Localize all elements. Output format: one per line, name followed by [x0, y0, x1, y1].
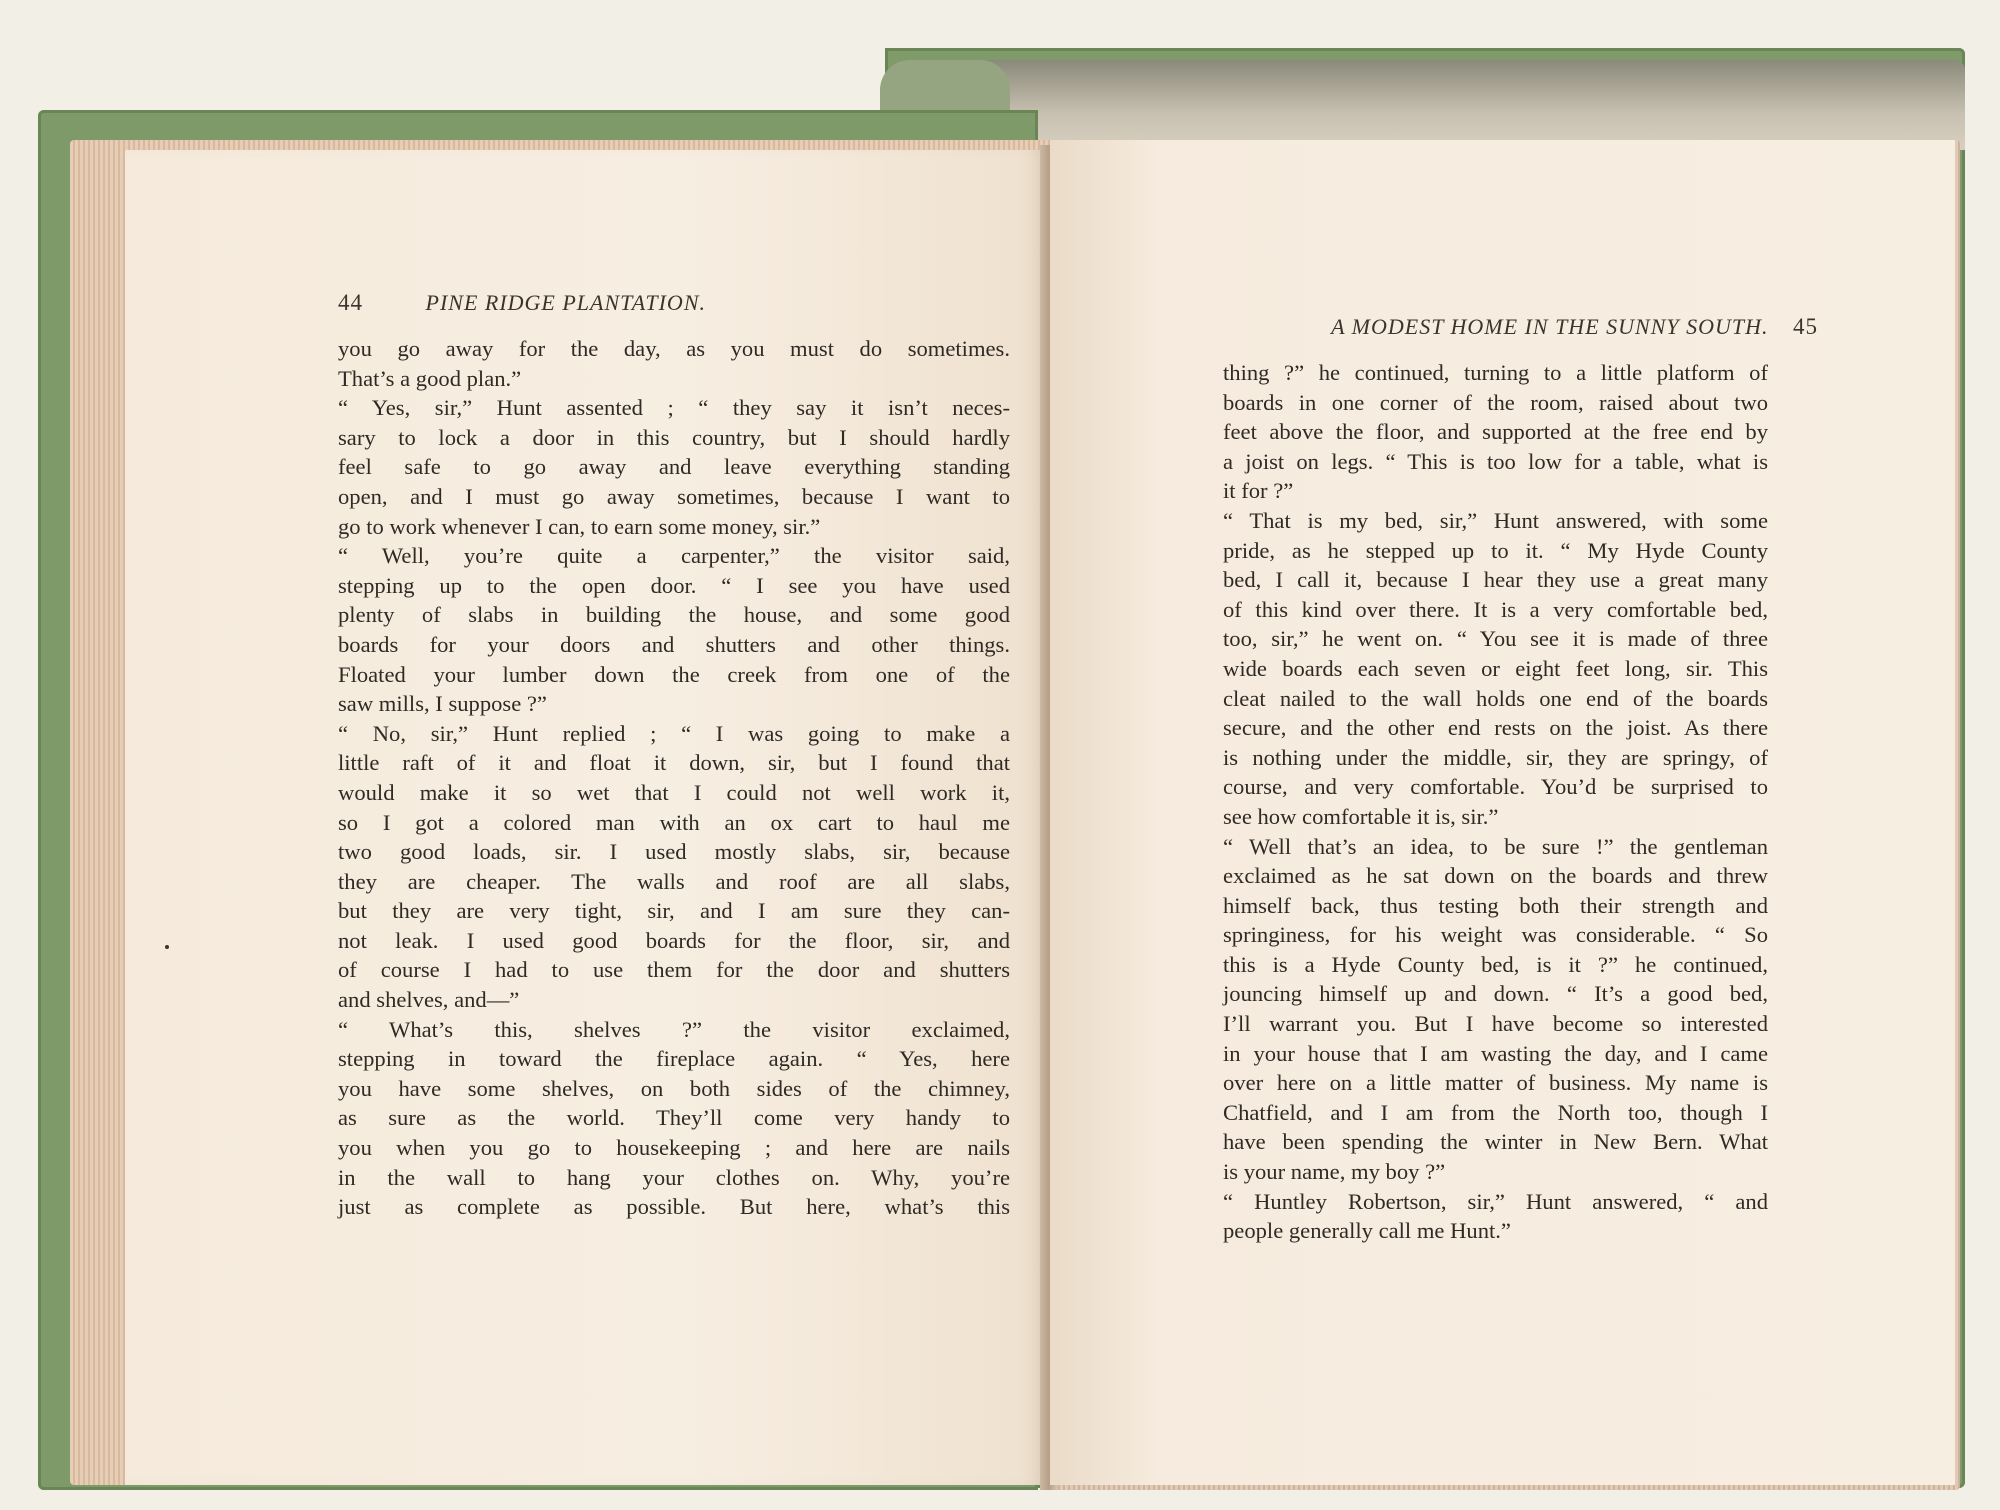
text-line: saw mills, I suppose ?” — [338, 691, 547, 717]
text-line: see how comfortable it is, sir.” — [1223, 803, 1499, 829]
text-line: That’s a good plan.” — [338, 365, 522, 391]
text-line: boards in one corner of the room, raised about two — [1223, 389, 1768, 415]
text-line: would make it so wet that I could not well work it, — [338, 779, 1010, 805]
text-line: over here on a little matter of business. My name is — [1223, 1070, 1768, 1096]
text-line: you go away for the day, as you must do sometimes. — [338, 336, 1010, 361]
text-line: two good loads, sir. I used mostly slabs, sir, because — [338, 839, 1010, 865]
text-line: little raft of it and float it down, sir, but I found that — [338, 750, 1010, 776]
page-block-top-edge — [975, 60, 1965, 150]
text-line: “ Yes, sir,” Hunt assented ; “ they say it isn’t neces- — [338, 395, 1010, 421]
text-line: jouncing himself up and down. “ It’s a good bed, — [1223, 981, 1768, 1007]
text-line: is nothing under the middle, sir, they are springy, of — [1223, 744, 1768, 770]
text-line: secure, and the other end rests on the joist. As there — [1223, 715, 1768, 741]
text-line: they are cheaper. The walls and roof are all slabs, — [338, 868, 1010, 894]
text-line: “ Well, you’re quite a carpenter,” the visitor said, — [338, 543, 1010, 569]
text-line: “ Well that’s an idea, to be sure !” the gentleman — [1223, 833, 1768, 859]
text-line: it for ?” — [1223, 478, 1294, 504]
text-line: you have some shelves, on both sides of the chimney, — [338, 1075, 1010, 1101]
text-line: Chatfield, and I am from the North too, though I — [1223, 1099, 1768, 1125]
text-line: boards for your doors and shutters and other things. — [338, 631, 1010, 657]
text-line: stepping in toward the fireplace again. “ Yes, here — [338, 1046, 1010, 1072]
text-line: wide boards each seven or eight feet long, sir. This — [1223, 655, 1768, 681]
text-line: bed, I call it, because I hear they use a great many — [1223, 567, 1768, 593]
text-line: “ No, sir,” Hunt replied ; “ I was going to make a — [338, 720, 1010, 746]
text-line: plenty of slabs in building the house, and some good — [338, 602, 1010, 628]
paper-speck — [165, 945, 169, 949]
text-line: course, and very comfortable. You’d be surprised to — [1223, 774, 1768, 800]
page-number: 44 — [338, 290, 363, 315]
text-line: and shelves, and—” — [338, 987, 520, 1013]
running-head-title: PINE RIDGE PLANTATION. — [425, 290, 706, 315]
text-line: in your house that I am wasting the day, and I came — [1223, 1040, 1768, 1066]
right-text-block — [1223, 358, 1768, 1246]
text-line: I’ll warrant you. But I have become so interested — [1223, 1011, 1768, 1037]
right-running-head — [1258, 314, 1818, 340]
text-line: have been spending the winter in New Bern. What — [1223, 1129, 1768, 1155]
text-line: springiness, for his weight was considerable. “ So — [1223, 922, 1768, 948]
left-page — [125, 150, 1045, 1485]
text-line: so I got a colored man with an ox cart to haul me — [338, 809, 1010, 835]
text-line: a joist on legs. “ This is too low for a table, what is — [1223, 448, 1768, 474]
text-line: feel safe to go away and leave everything standing — [338, 454, 1010, 480]
text-line: pride, as he stepped up to it. “ My Hyde County — [1223, 537, 1768, 563]
text-line: “ What’s this, shelves ?” the visitor exclaimed, — [338, 1016, 1010, 1042]
left-text-block — [338, 334, 1010, 1222]
text-line: cleat nailed to the wall holds one end of the boards — [1223, 685, 1768, 711]
text-line: in the wall to hang your clothes on. Why, you’re — [338, 1164, 1010, 1190]
text-line: stepping up to the open door. “ I see you have used — [338, 572, 1010, 598]
text-line: this is a Hyde County bed, is it ?” he continued, — [1223, 951, 1768, 977]
page-number: 45 — [1793, 314, 1818, 339]
left-running-head — [338, 290, 706, 316]
text-line: feet above the floor, and supported at the free end by — [1223, 419, 1768, 445]
text-line: not leak. I used good boards for the floor, sir, and — [338, 927, 1010, 953]
text-line: just as complete as possible. But here, what’s this — [338, 1194, 1010, 1220]
text-line: but they are very tight, sir, and I am sure they can- — [338, 898, 1010, 924]
text-line: thing ?” he continued, turning to a little platform of — [1223, 360, 1768, 385]
text-line: of this kind over there. It is a very comfortable bed, — [1223, 596, 1768, 622]
text-line: open, and I must go away sometimes, because I want to — [338, 483, 1010, 509]
text-line: you when you go to housekeeping ; and here are nails — [338, 1135, 1010, 1161]
right-page — [1050, 140, 1955, 1485]
running-head-title: A MODEST HOME IN THE SUNNY SOUTH. — [1331, 314, 1769, 339]
text-line: Floated your lumber down the creek from one of the — [338, 661, 1010, 687]
text-line: too, sir,” he went on. “ You see it is made of three — [1223, 626, 1768, 652]
text-line: go to work whenever I can, to earn some money, sir.” — [338, 513, 821, 539]
text-line: people generally call me Hunt.” — [1223, 1218, 1511, 1244]
text-line: sary to lock a door in this country, but I should hardly — [338, 424, 1010, 450]
text-line: is your name, my boy ?” — [1223, 1159, 1446, 1185]
text-line: “ That is my bed, sir,” Hunt answered, with some — [1223, 507, 1768, 533]
text-line: of course I had to use them for the door and shutters — [338, 957, 1010, 983]
text-line: as sure as the world. They’ll come very handy to — [338, 1105, 1010, 1131]
text-line: “ Huntley Robertson, sir,” Hunt answered, “ and — [1223, 1188, 1768, 1214]
text-line: himself back, thus testing both their strength and — [1223, 892, 1768, 918]
text-line: exclaimed as he sat down on the boards and threw — [1223, 863, 1768, 889]
